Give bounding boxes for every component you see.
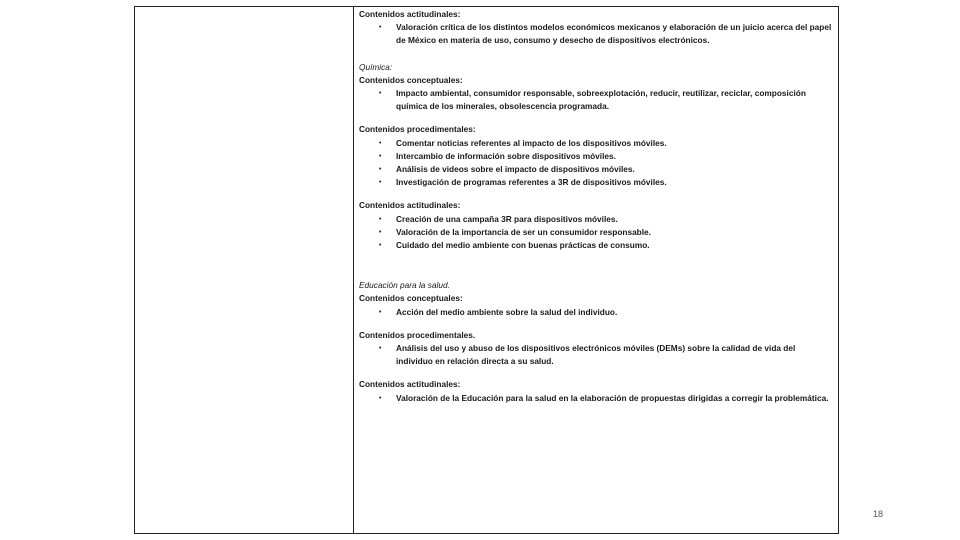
subject-title: Educación para la salud.: [359, 280, 450, 291]
content-block: [359, 378, 834, 404]
list-item-text: Impacto ambiental, consumidor responsable, sobreexplotación, reducir, reutilizar, reciclar, composición química de los minerales, obsolescencia programada.: [396, 88, 806, 112]
bullet-icon: •: [379, 394, 382, 402]
bullet-icon: •: [379, 152, 382, 160]
subject-title: Química:: [359, 61, 393, 72]
section-heading: Contenidos actitudinales:: [359, 200, 461, 211]
list-item-text: Análisis del uso y abuso de los dispositivos electrónicos móviles (DEMs) sobre la calidad de vida del individuo en relación directa a su salud.: [396, 343, 796, 367]
list-item: [359, 87, 834, 113]
list-item: [359, 239, 834, 252]
list-item: [359, 392, 834, 405]
bullet-icon: •: [379, 228, 382, 236]
bullet-icon: •: [379, 179, 382, 187]
list-item: [359, 21, 834, 47]
list-item-text: Intercambio de información sobre dispositivos móviles.: [396, 150, 616, 161]
list-item: [359, 163, 834, 176]
table-content-cell: [359, 8, 834, 405]
section-heading: Contenidos actitudinales:: [359, 379, 461, 390]
list-item: [359, 342, 834, 368]
list-item-text: Valoración de la Educación para la salud en la elaboración de propuestas dirigidas a corregir la problemática.: [396, 392, 829, 403]
list-item: [359, 176, 834, 189]
section-heading: Contenidos conceptuales:: [359, 74, 463, 85]
content-block: [359, 199, 834, 252]
list-item-text: Valoración crítica de los distintos modelos económicos mexicanos y elaboración de un juicio acerca del papel de México en materia de uso, consumo y desecho de dispositivos electrónicos.: [396, 22, 832, 46]
list-item-text: Valoración de la importancia de ser un consumidor responsable.: [396, 226, 651, 237]
content-block: [359, 8, 834, 48]
bullet-icon: •: [379, 139, 382, 147]
section-heading: Contenidos conceptuales:: [359, 293, 463, 304]
bullet-icon: •: [379, 90, 382, 98]
bullet-icon: •: [379, 242, 382, 250]
list-item-text: Creación de una campaña 3R para dispositivos móviles.: [396, 213, 618, 224]
content-block: [359, 123, 834, 189]
content-block: [359, 329, 834, 369]
column-divider: [353, 7, 354, 533]
list-item-text: Análisis de videos sobre el impacto de dispositivos móviles.: [396, 164, 635, 175]
list-item: [359, 306, 834, 319]
section-heading: Contenidos procedimentales.: [359, 329, 476, 340]
list-item: [359, 226, 834, 239]
bullet-icon: •: [379, 308, 382, 316]
section-heading: Contenidos procedimentales:: [359, 124, 476, 135]
list-item-text: Cuidado del medio ambiente con buenas prácticas de consumo.: [396, 240, 650, 251]
bullet-icon: •: [379, 166, 382, 174]
bullet-icon: •: [379, 345, 382, 353]
list-item-text: Investigación de programas referentes a 3R de dispositivos móviles.: [396, 177, 667, 188]
bullet-icon: •: [379, 24, 382, 32]
list-item-text: Comentar noticias referentes al impacto de los dispositivos móviles.: [396, 137, 667, 148]
list-item: [359, 150, 834, 163]
list-item: [359, 137, 834, 150]
page-number: 18: [873, 509, 884, 519]
section-heading: Contenidos actitudinales:: [359, 9, 461, 19]
list-item-text: Acción del medio ambiente sobre la salud del individuo.: [396, 306, 618, 317]
content-block: [359, 279, 834, 319]
bullet-icon: •: [379, 215, 382, 223]
list-item: [359, 213, 834, 226]
content-block: [359, 61, 834, 114]
